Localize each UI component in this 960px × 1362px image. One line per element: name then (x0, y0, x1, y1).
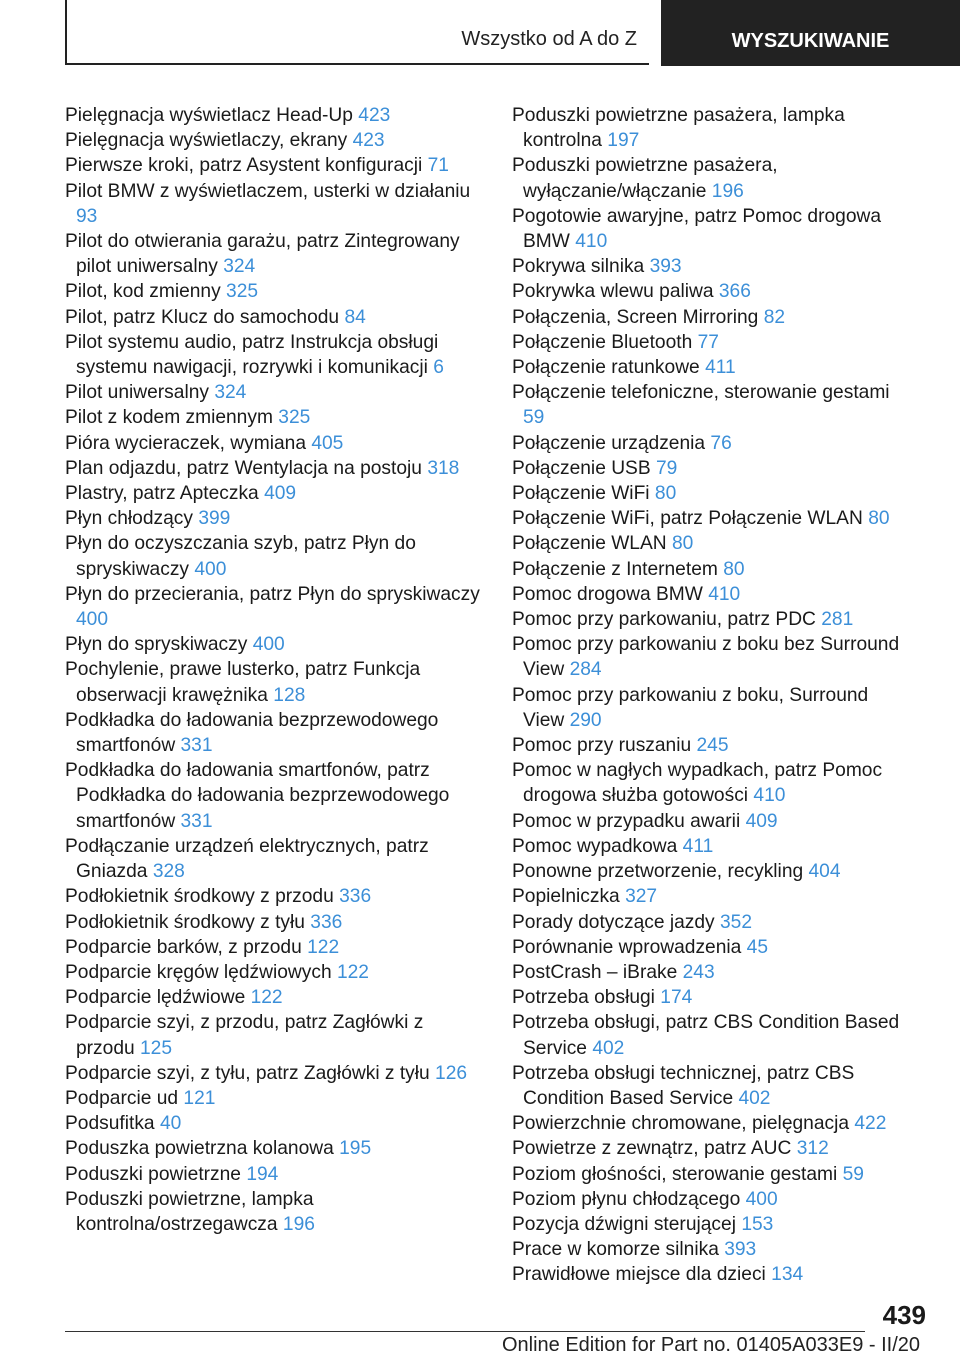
index-entry-page-link[interactable]: 423 (352, 130, 385, 152)
index-entry-text: Potrzeba obsługi (512, 987, 655, 1009)
index-entry-page-link[interactable]: 393 (724, 1239, 757, 1261)
index-entry (512, 456, 912, 481)
index-entry-page-link[interactable]: 40 (159, 1113, 182, 1135)
index-entry-page-link[interactable]: 331 (180, 735, 213, 757)
index-entry (65, 305, 485, 330)
index-entry (512, 733, 912, 758)
index-entry-text: Pilot uniwersalny (65, 382, 209, 404)
index-entry-page-link[interactable]: 71 (427, 155, 449, 177)
index-entry (65, 657, 485, 707)
index-entry (65, 456, 485, 481)
index-entry-page-link[interactable]: 409 (745, 810, 778, 832)
index-entry-page-link[interactable]: 312 (796, 1138, 829, 1160)
index-entry-text: Podkładka do ładowania smartfonów, patrz Podkładka do ładowania bezprzewodowego smartfonów (65, 760, 450, 832)
index-entry (65, 1162, 485, 1187)
index-entry-text: Ponowne przetworzenie, recykling (512, 861, 804, 883)
index-entry-text: Pozycja dźwigni sterującej (512, 1213, 736, 1235)
index-entry-text: Połączenie WLAN (512, 533, 667, 555)
index-entry-page-link[interactable]: 122 (307, 936, 340, 958)
index-entry-page-link[interactable]: 79 (656, 457, 678, 479)
index-entry (65, 985, 485, 1010)
index-entry (65, 758, 485, 834)
index-entry-page-link[interactable]: 77 (697, 331, 719, 353)
index-entry (65, 632, 485, 657)
index-entry (512, 910, 912, 935)
index-entry-text: Pogotowie awaryjne, patrz Pomoc drogowa BMW (512, 205, 882, 253)
index-entry (65, 1086, 485, 1111)
index-entry-page-link[interactable]: 93 (76, 205, 98, 227)
index-entry-text: Powierzchnie chromowane, pielęgnacja (512, 1113, 850, 1135)
index-entry (512, 254, 912, 279)
index-entry-text: Podparcie kręgów lędźwiowych (65, 961, 332, 983)
index-entry-text: Pilot BMW z wyświetlaczem, usterki w działaniu (65, 180, 471, 202)
index-entry-page-link[interactable]: 45 (746, 936, 769, 958)
index-entry-page-link[interactable]: 84 (344, 306, 366, 328)
index-entry-text: Prawidłowe miejsce dla dzieci (512, 1264, 766, 1286)
index-entry-page-link[interactable]: 125 (140, 1037, 173, 1059)
index-entry-text: Pokrywka wlewu paliwa (512, 281, 714, 303)
index-entry (512, 582, 912, 607)
index-entry-page-link[interactable]: 411 (705, 357, 736, 379)
index-entry (512, 431, 912, 456)
index-entry (512, 380, 912, 430)
index-entry (65, 153, 485, 178)
section-title: Wszystko od A do Z (461, 28, 637, 50)
index-entry-page-link[interactable]: 402 (738, 1087, 771, 1109)
index-entry-page-link[interactable]: 400 (76, 609, 109, 631)
index-entry-text: Pilot systemu audio, patrz Instrukcja obsługi systemu nawigacji, rozrywki i komunikacji (65, 331, 439, 379)
index-entry-text: Porównanie wprowadzenia (512, 936, 742, 958)
index-entry-text: Poziom płynu chłodzącego (512, 1188, 741, 1210)
index-entry-text: Porady dotyczące jazdy (512, 911, 715, 933)
index-entry-text: Podłokietnik środkowy z tyłu (65, 911, 305, 933)
index-entry-text: Połączenie USB (512, 457, 651, 479)
index-column-right (512, 103, 912, 1288)
index-entry-page-link[interactable]: 423 (358, 105, 391, 126)
index-entry-page-link[interactable]: 352 (719, 911, 752, 933)
index-entry-page-link[interactable]: 281 (821, 609, 854, 631)
index-entry-text: Pokrywa silnika (512, 256, 645, 278)
index-entry (65, 1010, 485, 1060)
index-entry-text: Podparcie barków, z przodu (65, 936, 302, 958)
index-entry (512, 531, 912, 556)
index-entry-text: Pilot, patrz Klucz do samochodu (65, 306, 340, 328)
index-entry-page-link[interactable]: 196 (711, 180, 744, 202)
index-entry (512, 506, 912, 531)
index-entry-page-link[interactable]: 404 (808, 861, 841, 883)
index-entry-page-link[interactable]: 82 (763, 306, 786, 328)
index-entry (512, 683, 912, 733)
index-entry-text: Płyn do spryskiwaczy (65, 634, 248, 656)
index-entry (512, 279, 912, 304)
index-entry-text: Połączenie z Internetem (512, 558, 718, 580)
index-entry-text: Podkładka do ładowania bezprzewodowego smartfonów (65, 709, 439, 757)
index-entry-text: Podłokietnik środkowy z przodu (65, 886, 334, 908)
index-entry-page-link[interactable]: 80 (723, 558, 745, 580)
index-entry-text: Połączenia, Screen Mirroring (512, 306, 759, 328)
index-entry (65, 229, 485, 279)
index-entry-page-link[interactable]: 122 (336, 961, 369, 983)
index-entry-text: Poduszki powietrzne, lampka kontrolna/ostrzegawcza (65, 1188, 314, 1235)
index-entry (65, 1061, 485, 1086)
index-entry (65, 279, 485, 304)
index-entry-page-link[interactable]: 422 (854, 1113, 887, 1135)
index-entry (512, 1262, 912, 1287)
index-entry-text: Płyn do przecierania, patrz Płyn do spryskiwaczy (65, 583, 480, 605)
index-entry-page-link[interactable]: 405 (311, 432, 344, 454)
index-entry (65, 380, 485, 405)
index-entry (512, 1061, 912, 1111)
index-entry (512, 481, 912, 506)
index-entry-page-link[interactable]: 324 (214, 382, 247, 404)
index-entry (512, 1010, 912, 1060)
index-entry (512, 607, 912, 632)
index-entry-page-link[interactable]: 243 (682, 961, 715, 983)
index-entry-page-link[interactable]: 331 (180, 810, 213, 832)
index-entry-text: Pielęgnacja wyświetlaczy, ekrany (65, 130, 348, 152)
index-entry-page-link[interactable]: 327 (625, 886, 658, 908)
index-entry (512, 834, 912, 859)
index-entry-text: Poziom głośności, sterowanie gestami (512, 1163, 838, 1185)
index-entry-text: Pochylenie, prawe lusterko, patrz Funkcja obserwacji krawężnika (65, 659, 421, 706)
index-entry (65, 405, 485, 430)
index-entry (512, 1187, 912, 1212)
index-entry (65, 884, 485, 909)
index-entry (512, 632, 912, 682)
index-entry-text: Podparcie szyi, z przodu, patrz Zagłówki z przodu (65, 1012, 424, 1059)
index-entry-text: Połączenie WiFi, patrz Połączenie WLAN (512, 508, 863, 530)
index-entry (512, 355, 912, 380)
index-entry (512, 557, 912, 582)
index-entry-text: Połączenie WiFi (512, 483, 650, 505)
index-entry-page-link[interactable]: 409 (264, 483, 297, 505)
index-entry (65, 582, 485, 632)
index-entry (512, 1136, 912, 1161)
index-entry-text: Pomoc przy parkowaniu, patrz PDC (512, 609, 816, 631)
index-entry (65, 103, 485, 128)
index-entry-text: Plastry, patrz Apteczka (65, 483, 259, 505)
index-entry-text: Plan odjazdu, patrz Wentylacja na postoju (65, 457, 422, 479)
index-entry-text: Pielęgnacja wyświetlacz Head-Up (65, 105, 353, 126)
index-entry (512, 305, 912, 330)
index-entry-page-link[interactable]: 410 (753, 785, 786, 807)
index-entry-text: Popielniczka (512, 886, 620, 908)
index-entry (512, 859, 912, 884)
footer-divider (65, 1331, 865, 1332)
index-entry-page-link[interactable]: 411 (682, 835, 714, 857)
index-entry-text: Pierwsze kroki, patrz Asystent konfiguracji (65, 155, 423, 177)
page-number: 439 (882, 1300, 926, 1330)
index-entry-page-link[interactable]: 122 (250, 987, 283, 1009)
index-entry-page-link[interactable]: 59 (842, 1163, 864, 1185)
index-entry-page-link[interactable]: 336 (339, 886, 372, 908)
index-entry-page-link[interactable]: 410 (575, 231, 608, 253)
index-entry-page-link[interactable]: 134 (771, 1264, 804, 1286)
index-entry (65, 330, 485, 380)
index-entry (65, 1111, 485, 1136)
index-entry-page-link[interactable]: 121 (183, 1087, 216, 1109)
index-entry-text: Pilot z kodem zmiennym (65, 407, 273, 429)
index-entry-page-link[interactable]: 80 (868, 508, 890, 530)
index-entry-text: Pilot, kod zmienny (65, 281, 221, 303)
index-entry-text: Pomoc przy parkowaniu z boku bez Surround View (512, 634, 900, 681)
index-entry (512, 1162, 912, 1187)
index-column-left (65, 103, 485, 1237)
index-entry-text: Podsufitka (65, 1113, 155, 1135)
index-entry (65, 431, 485, 456)
index-entry (65, 935, 485, 960)
index-entry-text: Powietrze z zewnątrz, patrz AUC (512, 1138, 792, 1160)
index-entry-page-link[interactable]: 400 (745, 1188, 778, 1210)
index-entry (65, 481, 485, 506)
index-entry-text: Połączenie Bluetooth (512, 331, 693, 353)
index-entry-page-link[interactable]: 324 (223, 256, 256, 278)
index-entry-text: Pomoc przy ruszaniu (512, 735, 692, 757)
index-entry-text: Podparcie lędźwiowe (65, 987, 246, 1009)
index-entry (512, 985, 912, 1010)
index-entry (512, 809, 912, 834)
index-entry-page-link[interactable]: 284 (569, 659, 602, 681)
index-entry (65, 834, 485, 884)
index-entry (65, 960, 485, 985)
header-border-left (65, 0, 67, 64)
index-entry-page-link[interactable]: 325 (278, 407, 311, 429)
index-entry-text: Potrzeba obsługi technicznej, patrz CBS Condition Based Service (512, 1062, 855, 1109)
index-entry-text: Poduszki powietrzne pasażera, lampka kontrolna (512, 105, 845, 152)
index-entry-text: PostCrash – iBrake (512, 961, 678, 983)
index-entry-text: Pióra wycieraczek, wymiana (65, 432, 306, 454)
index-entry-text: Pilot do otwierania garażu, patrz Zintegrowany pilot uniwersalny (65, 231, 460, 278)
index-entry-text: Pomoc w przypadku awarii (512, 810, 741, 832)
index-entry-text: Poduszka powietrzna kolanowa (65, 1138, 334, 1160)
index-entry (512, 103, 912, 153)
index-entry (65, 1187, 485, 1237)
index-entry-text: Poduszki powietrzne (65, 1163, 241, 1185)
index-entry (512, 204, 912, 254)
index-entry-page-link[interactable]: 402 (592, 1037, 625, 1059)
edition-footer: Online Edition for Part no. 01405A033E9 - II/20 (501, 1334, 920, 1356)
index-entry (512, 1237, 912, 1262)
index-entry-text: Płyn chłodzący (65, 508, 193, 530)
index-entry-text: Połączenie telefoniczne, sterowanie gestami (512, 382, 890, 404)
index-entry-page-link[interactable]: 196 (282, 1213, 315, 1235)
index-entry (65, 708, 485, 758)
index-entry (512, 330, 912, 355)
index-entry (512, 935, 912, 960)
search-tab[interactable]: WYSZUKIWANIE (661, 0, 960, 66)
index-entry (512, 758, 912, 808)
index-entry (65, 910, 485, 935)
index-entry-text: Połączenie urządzenia (512, 432, 706, 454)
index-entry-page-link[interactable]: 399 (198, 508, 231, 530)
index-entry-text: Potrzeba obsługi, patrz CBS Condition Based Service (512, 1012, 900, 1059)
index-entry-page-link[interactable]: 318 (427, 457, 460, 479)
index-entry-page-link[interactable]: 174 (660, 987, 693, 1009)
index-entry-page-link[interactable]: 195 (339, 1138, 372, 1160)
index-entry-page-link[interactable]: 80 (671, 533, 694, 555)
index-entry-page-link[interactable]: 336 (310, 911, 343, 933)
index-entry-page-link[interactable]: 59 (523, 407, 545, 429)
index-entry-text: Podparcie szyi, z tyłu, patrz Zagłówki z tyłu (65, 1062, 430, 1084)
index-entry (512, 1111, 912, 1136)
index-entry-page-link[interactable]: 393 (649, 256, 682, 278)
index-entry-page-link[interactable]: 197 (607, 130, 640, 152)
index-entry-page-link[interactable]: 410 (708, 583, 741, 605)
index-entry-page-link[interactable]: 128 (273, 684, 306, 706)
index-entry-text: Podparcie ud (65, 1087, 179, 1109)
index-entry-text: Płyn do oczyszczania szyb, patrz Płyn do spryskiwaczy (65, 533, 416, 580)
header-border-bottom (65, 63, 649, 65)
index-entry-text: Pomoc przy parkowaniu z boku, Surround View (512, 684, 869, 731)
index-entry-page-link[interactable]: 325 (226, 281, 259, 303)
index-entry-text: Pomoc drogowa BMW (512, 583, 703, 605)
index-entry-text: Pomoc w nagłych wypadkach, patrz Pomoc drogowa służba gotowości (512, 760, 883, 807)
index-entry-page-link[interactable]: 76 (710, 432, 732, 454)
index-entry-page-link[interactable]: 328 (152, 861, 185, 883)
index-entry (512, 960, 912, 985)
index-entry-page-link[interactable]: 153 (741, 1213, 774, 1235)
index-entry (65, 506, 485, 531)
index-entry (65, 128, 485, 153)
index-entry-page-link[interactable]: 245 (696, 735, 729, 757)
index-entry-text: Prace w komorze silnika (512, 1239, 719, 1261)
index-entry-text: Poduszki powietrzne pasażera, wyłączanie/włączanie (512, 155, 778, 202)
index-entry (65, 531, 485, 581)
index-entry-page-link[interactable]: 366 (718, 281, 751, 303)
index-entry-text: Połączenie ratunkowe (512, 357, 700, 379)
index-entry (512, 1212, 912, 1237)
index-entry-page-link[interactable]: 290 (569, 709, 602, 731)
index-entry-page-link[interactable]: 400 (252, 634, 285, 656)
index-entry (65, 1136, 485, 1161)
index-entry-page-link[interactable]: 400 (194, 558, 227, 580)
index-entry (65, 179, 485, 229)
index-entry-text: Podłączanie urządzeń elektrycznych, patrz Gniazda (65, 835, 429, 883)
index-entry (512, 884, 912, 909)
index-entry-page-link[interactable]: 80 (654, 483, 677, 505)
index-entry-page-link[interactable]: 194 (246, 1163, 279, 1185)
index-entry-text: Pomoc wypadkowa (512, 835, 678, 857)
index-entry (512, 153, 912, 203)
index-entry-page-link[interactable]: 6 (433, 357, 444, 379)
index-entry-page-link[interactable]: 126 (435, 1062, 468, 1084)
